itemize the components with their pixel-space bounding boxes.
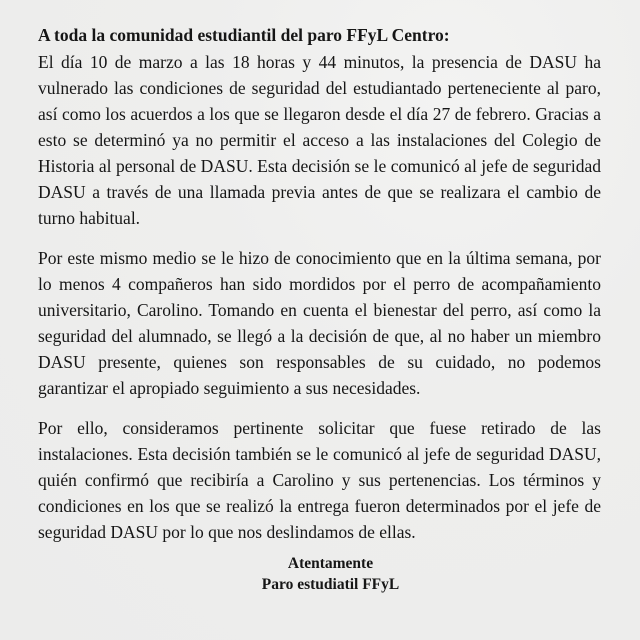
signature: Paro estudiatil FFyL bbox=[261, 576, 400, 593]
letter-heading: A toda la comunidad estudiantil del paro FFyL Centro: bbox=[38, 25, 450, 45]
closing-salutation: Atentamente bbox=[287, 555, 374, 572]
letter-document bbox=[38, 22, 601, 595]
closing-block bbox=[38, 553, 601, 595]
paragraph-dog-bites: Por este mismo medio se le hizo de conocimiento que en la última semana, por lo menos 4 compañeros han sido mordidos por el perro de acompañamiento universitario, Carolino. Tomando en cuenta el bienestar del perro, así como la seguridad del alumnado, se llegó a la decisión de que, al no haber un miembro DASU presente, quienes son responsables de su cuidado, no podemos garantizar el apropiado seguimiento a sus necesidades. bbox=[38, 248, 601, 398]
paragraph-dasu-incident: El día 10 de marzo a las 18 horas y 44 minutos, la presencia de DASU ha vulnerado las condiciones de seguridad del estudiantado perteneciente al paro, así como los acuerdos a los que se llegaron desde el día 27 de febrero. Gracias a esto se determinó ya no permitir el acceso a las instalaciones del Colegio de Historia al personal de DASU. Esta decisión se le comunicó al jefe de seguridad DASU a través de una llamada previa antes de que se realizara el cambio de turno habitual. bbox=[38, 52, 601, 228]
paragraph-dog-removal: Por ello, consideramos pertinente solicitar que fuese retirado de las instalaciones. Esta decisión también se le comunicó al jefe de seguridad DASU, quién confirmó que recibiría a Carolino y sus pertenencias. Los términos y condiciones en los que se realizó la entrega fueron determinados por el jefe de seguridad DASU por lo que nos deslindamos de ellas. bbox=[38, 418, 601, 542]
